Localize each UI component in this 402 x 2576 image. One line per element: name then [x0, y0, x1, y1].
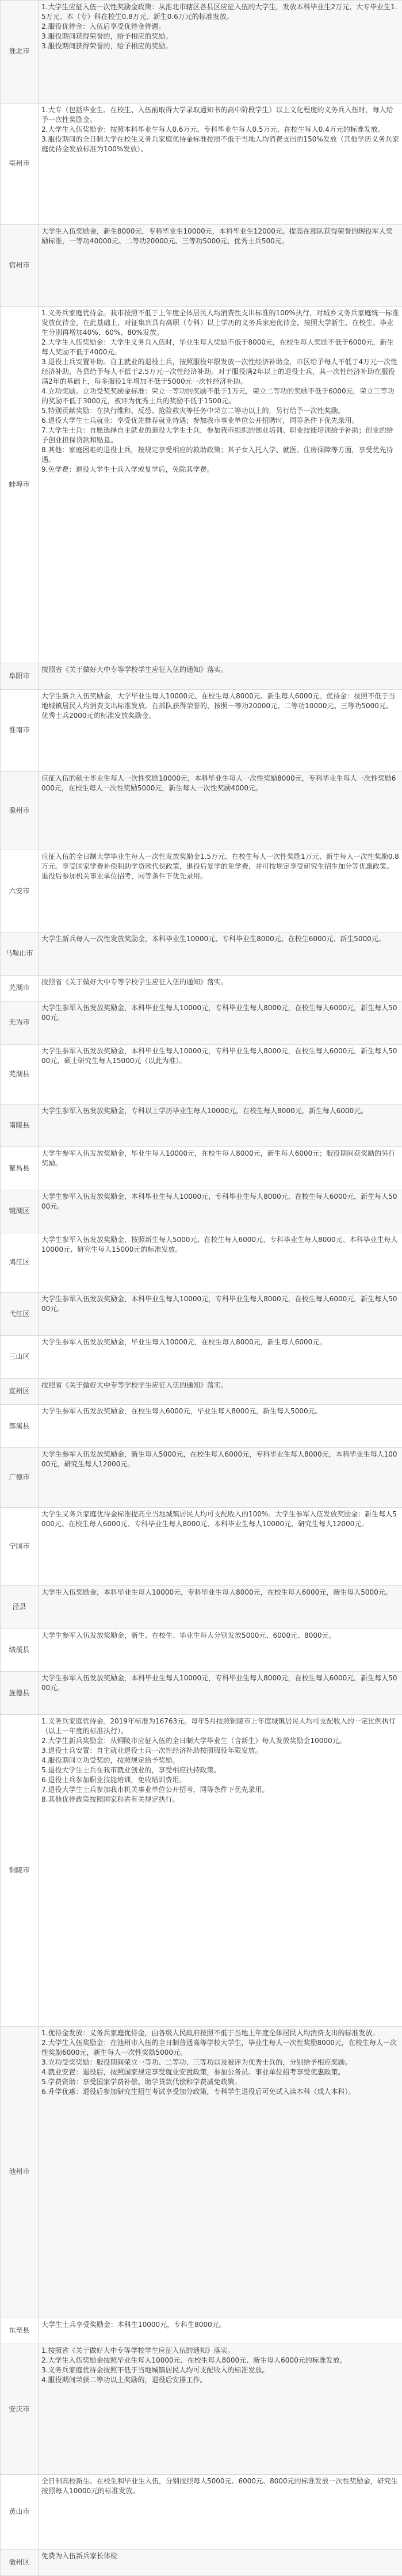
- table-row: [1, 663, 402, 689]
- city-cell: 亳州市: [1, 103, 39, 224]
- city-cell: 南陵县: [1, 1104, 39, 1147]
- table-row: [1, 975, 402, 1001]
- table-body: [1, 1, 402, 2576]
- policy-cell: 大学生参军入伍发放奖励金，在校生每人6000元，毕业生每人8000元，新生每人5000元。: [39, 1405, 402, 1448]
- policy-cell: 大学生新兵入伍奖励金，大学毕业生每人10000元、在校生每人8000元、新生每人6000元。优待金：按照不低于当地城镇居民人均消费支出标准发放。在部队获得荣誉的，按照一等功20000元、二等功10000元、三等功5000元、优秀士兵2000元的标准发放奖励金。: [39, 689, 402, 771]
- table-row: [1, 1672, 402, 1715]
- city-cell: 东至县: [1, 2318, 39, 2344]
- city-cell: 淮北市: [1, 1, 39, 104]
- table-row: [1, 1586, 402, 1629]
- policy-cell: 免费为入伍新兵家长体检: [39, 2550, 402, 2576]
- table-row: [1, 1378, 402, 1404]
- table-row: [1, 1147, 402, 1190]
- table-row: [1, 1629, 402, 1672]
- table-row: [1, 307, 402, 663]
- city-cell: 安庆市: [1, 2344, 39, 2475]
- city-cell: 黄山市: [1, 2475, 39, 2550]
- city-cell: 滁州市: [1, 771, 39, 850]
- city-cell: 绩溪县: [1, 1629, 39, 1672]
- table-row: [1, 1293, 402, 1336]
- policy-cell: 大学生参军入伍发放奖励金，本科毕业生每人10000元，专科毕业生每人8000元，在校生每人6000元，新生每人5000元。: [39, 1190, 402, 1233]
- policy-cell: 大学生参军入伍发放奖励金，本科毕业生每人10000元，专科毕业生每人8000元，在校生每人6000元，新生每人5000元。: [39, 1002, 402, 1045]
- city-cell: 徽州区: [1, 2550, 39, 2576]
- policy-cell: 大学生参军入伍发放奖励金，新生每人5000元，在校生每人6000元，专科毕业生每人8000元，本科毕业生每人10000元，研究生每人12000元。: [39, 1447, 402, 1507]
- table-row: [1, 1233, 402, 1293]
- city-cell: 马鞍山市: [1, 932, 39, 975]
- city-cell: 芜湖县: [1, 1044, 39, 1104]
- table-row: [1, 1336, 402, 1379]
- city-cell: 池州市: [1, 2027, 39, 2318]
- table-row: [1, 1, 402, 104]
- city-cell: 镜湖区: [1, 1190, 39, 1233]
- city-cell: 宁国市: [1, 1507, 39, 1585]
- policy-cell: 大学生参军入伍发放奖励金，毕业生每人10000元，在校生每人8000元，新生每人6000元。: [39, 1336, 402, 1379]
- policy-cell: 大学生士兵享受奖励金：本科生10000元，专科生8000元。: [39, 2318, 402, 2344]
- policy-cell: 1.义务兵家庭优待金。2019年标准为16763元。每年5月按照铜陵市上年度城镇居民人均可支配收入的一定比例执行（以上一年度的标准执行）。 2.大学生新兵奖励金：从铜陵市应征入伍的全日制大学毕业生（含新生）每人发放奖励金10000元。 3.退役士兵安置：自主就业退役士兵一次性经济补助按照服役年限发放。 4.服役期间立功受奖的，按照规定给予奖励。 5.退役大学生士兵在我市就业创业的，享受相应扶持政策。 6.退役士兵参加职业技能培训，免收培训费用。 7.退役大学生士兵参加我市机关事业单位公开招考，同等条件下优先录用。 8.其他优待政策按照国家和省有关规定执行。: [39, 1715, 402, 2027]
- city-cell: 宣州区: [1, 1378, 39, 1404]
- city-cell: 弋江区: [1, 1293, 39, 1336]
- table-row: [1, 1044, 402, 1104]
- policy-cell: 大学生参军入伍发放奖励金，新生、在校生、毕业生每人分别发放5000元、6000元、8000元。: [39, 1629, 402, 1672]
- table-row: [1, 2475, 402, 2550]
- policy-cell: 大学生参军入伍发放奖励金，毕业生每人10000元，在校生每人8000元，新生每人6000元；服役期间获奖励的另行奖励。: [39, 1147, 402, 1190]
- table-row: [1, 1405, 402, 1448]
- table-row: [1, 689, 402, 771]
- policy-cell: 按照省《关于做好大中专等学校学生应征入伍的通知》落实。: [39, 975, 402, 1001]
- table-row: [1, 1190, 402, 1233]
- policy-cell: 大学生参军入伍发放奖励金，专科以上学历毕业生每人10000元，在校生每人8000元，新生每人6000元。: [39, 1104, 402, 1147]
- table-row: [1, 2027, 402, 2318]
- policy-cell: 大学生义务兵家庭优待金标准提高至当地城镇居民人均可支配收入的100%。大学生参军入伍发放奖励金：新生每人5000元、在校生每人6000元、专科毕业生每人8000元、本科毕业生每人10000元、研究生每人12000元。: [39, 1507, 402, 1585]
- policy-cell: 1.大学生应征入伍一次性奖励金政策：从淮北市辖区各县区应征入伍的大学生，发放本科毕业生2万元、大专毕业生1.5万元、本（专）科在校生0.8万元、新生0.6万元的标准发放。 2.服役优待金：入伍后享受优待金待遇。 3.服役期间获得荣誉的，给予相应的奖励。 3.服役期间获得荣誉的，给予相应的奖励。: [39, 1, 402, 104]
- policy-cell: 1.优待金发放：义务兵家庭优待金，由各级人民政府按照不低于当地上年度全体居民人均消费支出的标准发放。 2.大学生入伍奖励金：在池州市入伍的全日制普通高等学校大学生，毕业生每人一次性奖励8000元，在校生每人一次性奖励6000元，新生每人一次性奖励5000元。 3.立功受奖奖励：服役期间荣立一等功、二等功、三等功以及被评为优秀士兵的，分别给予相应奖励。 4.就业安置：退役后，按照国家规定享受就业安置政策，参加公务员、事业单位招考享受优惠政策。 5.学费资助：享受国家学费补偿、助学贷款代偿和学费减免政策。 6.升学优惠：退役后参加研究生招生考试享受加分政策，专科学生退役后可免试入读本科（成人本科）。: [39, 2027, 402, 2318]
- table-row: [1, 1447, 402, 1507]
- city-cell: 广德市: [1, 1447, 39, 1507]
- city-cell: 淮南市: [1, 689, 39, 771]
- policy-cell: 大学生新兵每人一次性发放奖励金，本科毕业生10000元、专科毕业生8000元、在校生6000元、新生5000元。: [39, 932, 402, 975]
- city-cell: 郎溪县: [1, 1405, 39, 1448]
- city-cell: 泾县: [1, 1586, 39, 1629]
- policy-cell: 大学生入伍奖励金，本科毕业生每人10000元，专科毕业生每人8000元，在校生每人6000元，新生每人5000元。: [39, 1586, 402, 1629]
- table-row: [1, 2344, 402, 2475]
- city-cell: 繁昌县: [1, 1147, 39, 1190]
- city-cell: 阜阳市: [1, 663, 39, 689]
- policy-cell: 1.大专（包括毕业生、在校生、入伍前取得大学录取通知书的高中阶段学生）以上文化程度的义务兵入伍时，每人给予一次性奖励金。 2.大学生入伍奖励金：按照本科毕业生每人0.6万元、专科毕业生每人0.5万元、在校生每人0.4万元的标准发放。 3.服役期间的全日制大学在校生义务兵家庭优待金标准按照不低于当地人均消费支出的150%发放（其他学历义务兵家庭优待金发放标准为100%发放）。: [39, 103, 402, 224]
- table-row: [1, 1002, 402, 1045]
- policy-cell: 按照省《关于做好大中专等学校学生应征入伍的通知》落实。: [39, 663, 402, 689]
- table-row: [1, 771, 402, 850]
- city-cell: 旌德县: [1, 1672, 39, 1715]
- policy-cell: 全日制高校新生、在校生和毕业生入伍，分别按照每人5000元、6000元、8000元的标准发放一次性奖励金，研究生按照每人10000元的标准发放。: [39, 2475, 402, 2550]
- policy-cell: 应征入伍的全日制大学毕业生每人一次性发放奖励金1.5万元、在校生每人一次性奖励1万元、新生每人一次性奖励0.8万元。享受国家学费补偿和助学贷款代偿政策，退役后复学的免学费，并可按规定享受研究生招生加分等优惠政策。退役后参加机关事业单位招考，同等条件下优先录用。: [39, 850, 402, 932]
- table-row: [1, 1104, 402, 1147]
- table-row: [1, 2550, 402, 2576]
- table-row: [1, 1715, 402, 2027]
- table-row: [1, 224, 402, 307]
- table-row: [1, 850, 402, 932]
- table-row: [1, 2318, 402, 2344]
- policy-cell: 按照省《关于做好大中专等学校学生应征入伍的通知》落实。: [39, 1378, 402, 1404]
- city-cell: 芜湖市: [1, 975, 39, 1001]
- table-row: [1, 932, 402, 975]
- policy-cell: 大学生参军入伍发放奖励金，本科毕业生每人10000元，专科毕业生每人8000元，在校生每人6000元，新生每人5000元。: [39, 1672, 402, 1715]
- city-cell: 宿州市: [1, 224, 39, 307]
- city-cell: 三山区: [1, 1336, 39, 1379]
- policy-cell: 大学生参军入伍发放奖励金，本科毕业生每人10000元，专科毕业生每人8000元，在校生每人6000元，新生每人5000元，硕士研究生每人15000元（以此为准）。: [39, 1044, 402, 1104]
- city-cell: 铜陵市: [1, 1715, 39, 2027]
- policy-cell: 应征入伍的硕士毕业生每人一次性奖励10000元，本科毕业生每人一次性奖励8000元，专科毕业生每人一次性奖励6000元，在校生每人一次性奖励5000元，新生每人一次性奖励4000元。: [39, 771, 402, 850]
- city-cell: 六安市: [1, 850, 39, 932]
- policy-cell: 大学生参军入伍发放奖励金，本科毕业生每人10000元，专科毕业生每人8000元，在校生每人6000元，新生每人5000元。: [39, 1293, 402, 1336]
- policy-cell: 1.义务兵家庭优待金。我市按照不低于上年度全体居民人均消费性支出标准的100%执行，对城乡义务兵家庭统一标准发放优待金，在此基础上，对征集到具有高职（专科）以上学历的义务兵家庭优待金，按照大学新生、在校生、毕业生分别再增加40%、60%、80%发放。 2.大学生入伍奖励金：大学生义务兵入伍时，毕业生每人奖励不低于8000元，在校生每人奖励不低于6000元，新生每人奖励不低于4000元。 3.退役士兵安置补助。自主就业的退役士兵，按照服役年限发放一次性经济补助金，市区给予每人不低于4万元一次性经济补助，各县给予每人不低于2.5万元一次性经济补助。对于服役满2年以上的退役士兵，其一次性经济补助在服役满2年的基础上，每多服役1年增加不低于5000元一次性经济补助。 4.立功奖励。立功受奖奖励金标准：荣立一等功的奖励不低于1万元，荣立二等功的奖励不低于6000元，荣立三等功的奖励不低于3000元，被评为优秀士兵的奖励不低于1500元。 5.特别贡献奖励：在执行维和、反恐、抢险救灾等任务中荣立二等功以上的，另行给予一次性奖励。 6.退役大学生士兵就业：享受优先推荐就业待遇；参加我市事业单位公开招聘时，同等条件下优先录用。 7.大学生士兵：自愿选择自主就业的退役大学生士兵，参加我市组织的创业培训、职业技能培训给予补助；创业的给予创业担保贷款和贴息。 8.其他：家庭困难的退役士兵，按规定享受相应的救助政策；其子女入托入学、就医、住房保障等方面，享受优先待遇。 9.免学费：退役大学生士兵入学或复学后，免除其学费。: [39, 307, 402, 663]
- table-row: [1, 103, 402, 224]
- policy-cell: 1.按照省《关于做好大中专等学校学生应征入伍的通知》落实。 2.大学生入伍奖励金按照毕业生每人10000元、在校生每人8000元、新生每人6000元的标准发放。 3.义务兵家庭优待金按照不低于当地城镇居民人均可支配收入的标准发放。 4.服役期间荣获二等功以上奖励的，退役后安排工作。: [39, 2344, 402, 2475]
- table-row: [1, 1507, 402, 1585]
- policy-cell: 大学生参军入伍发放奖励金，按照新生每人5000元、在校生每人6000元、专科毕业生每人8000元、本科毕业生每人10000元、研究生每人15000元的标准发放。: [39, 1233, 402, 1293]
- policy-cell: 大学生入伍奖励金，新生8000元，专科毕业生10000元，本科毕业生12000元。提高在部队获得荣誉的现役军人奖励标准，一等功40000元、二等功20000元、三等功5000元、优秀士兵500元。: [39, 224, 402, 307]
- city-cell: 无为市: [1, 1002, 39, 1045]
- city-cell: 蚌埠市: [1, 307, 39, 663]
- city-cell: 鸠江区: [1, 1233, 39, 1293]
